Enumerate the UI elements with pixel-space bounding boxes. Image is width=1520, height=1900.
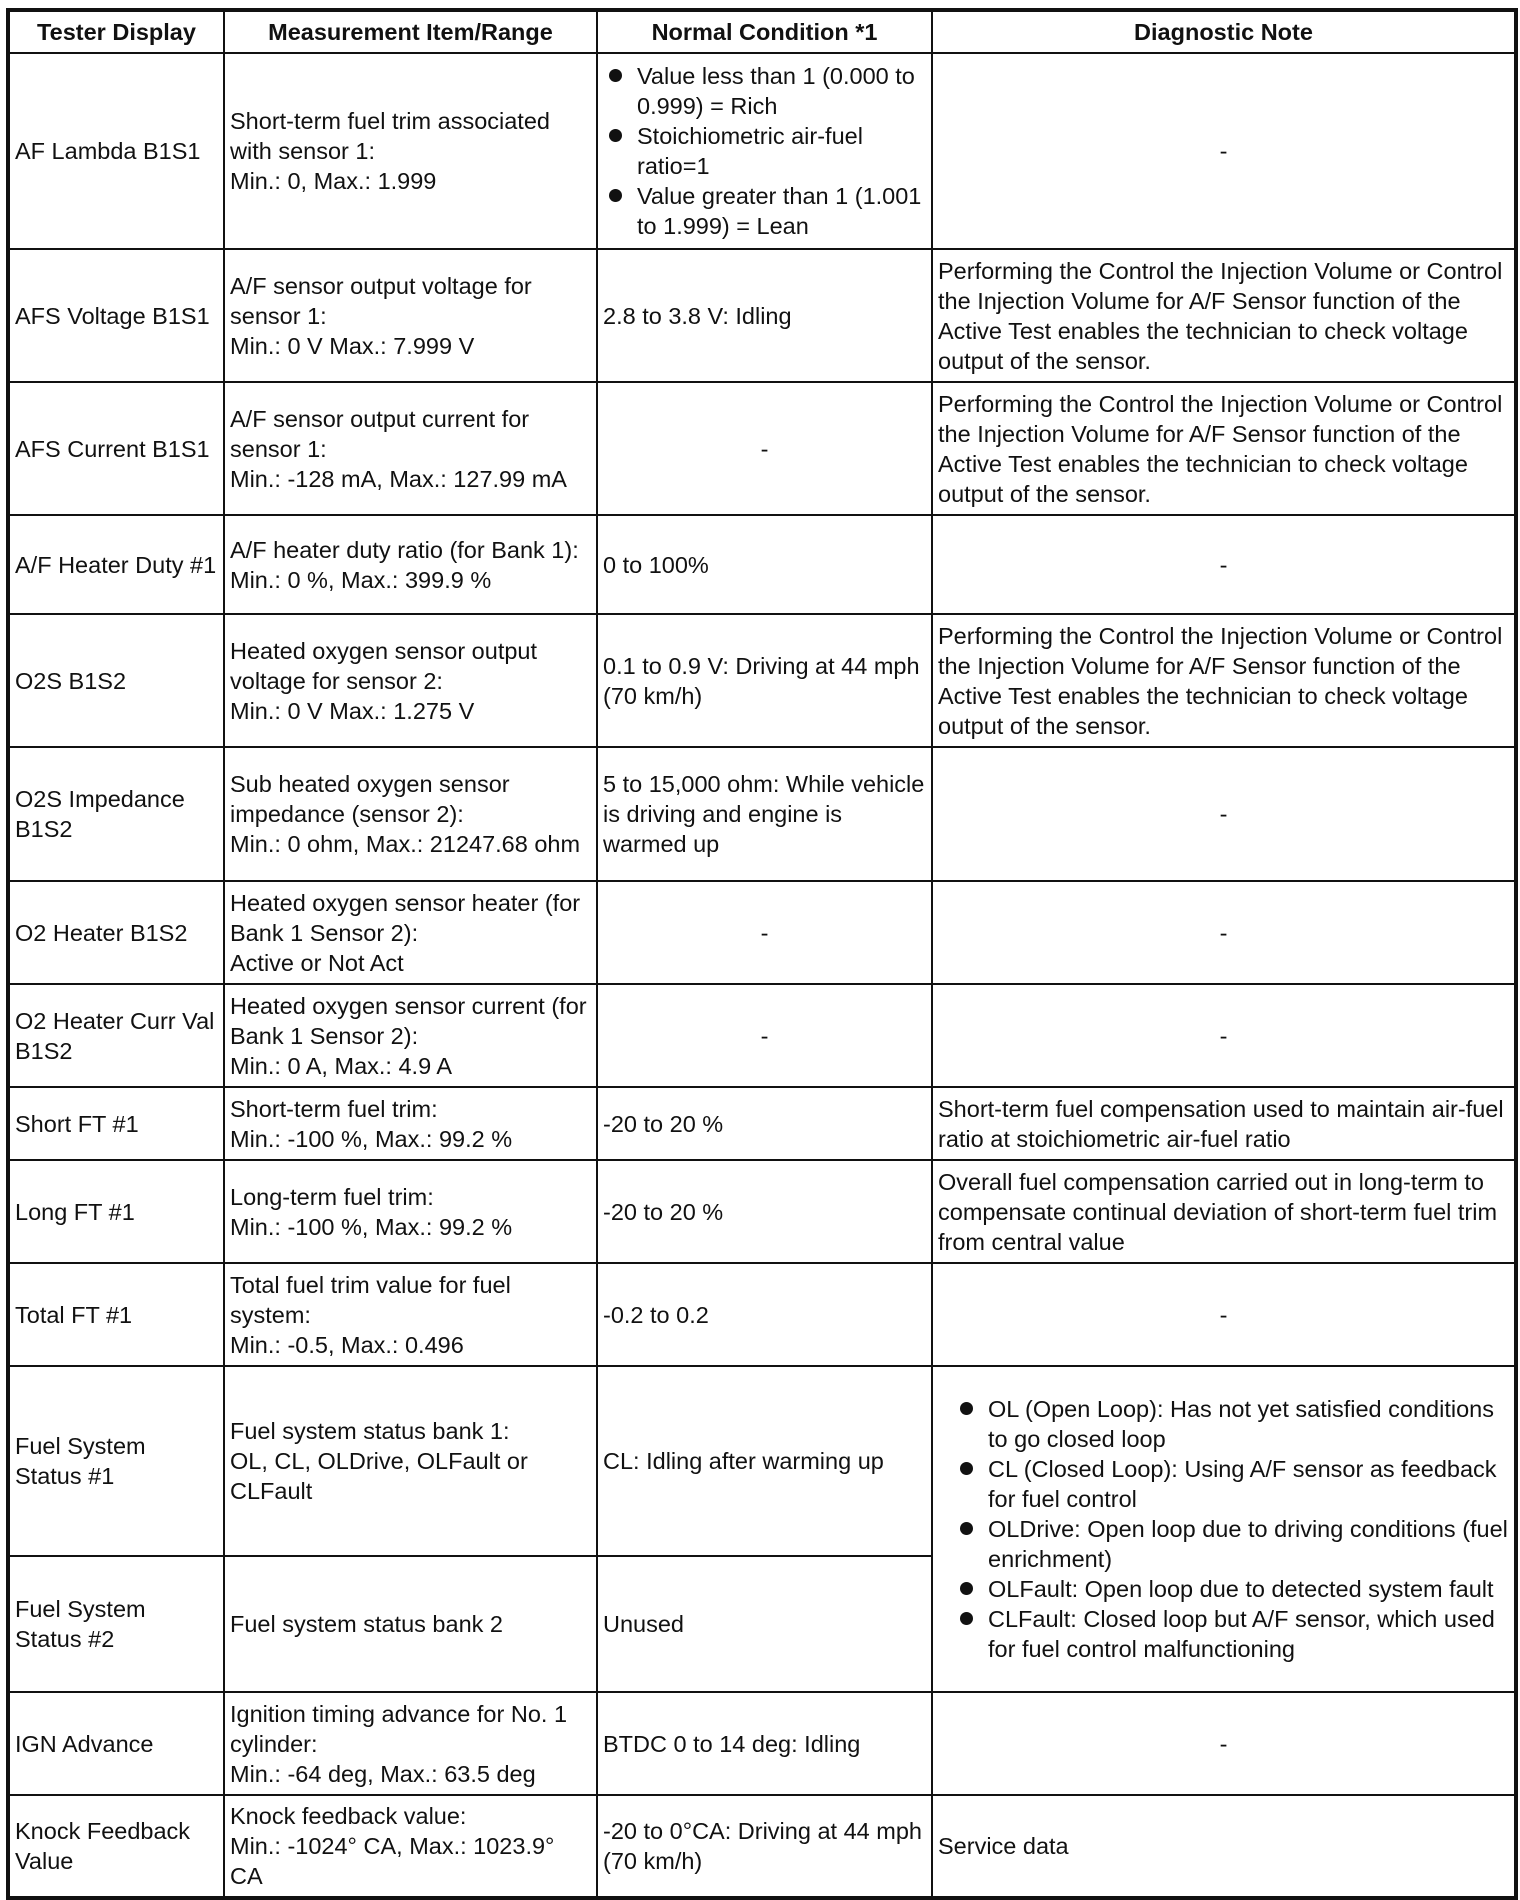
normal-condition-cell: -0.2 to 0.2 xyxy=(597,1263,932,1366)
tester-display-cell: Short FT #1 xyxy=(8,1087,224,1160)
table-row xyxy=(8,515,1516,614)
list-item: Value less than 1 (0.000 to 0.999) = Rich xyxy=(603,61,926,121)
header-diagnostic-note: Diagnostic Note xyxy=(932,10,1516,53)
table-row xyxy=(8,53,1516,249)
tester-display-cell: Fuel System Status #1 xyxy=(8,1366,224,1556)
normal-condition-cell: BTDC 0 to 14 deg: Idling xyxy=(597,1692,932,1795)
measurement-cell: Heated oxygen sensor output voltage for sensor 2: Min.: 0 V Max.: 1.275 V xyxy=(224,614,597,747)
tester-display-cell: O2 Heater Curr Val B1S2 xyxy=(8,984,224,1087)
measurement-cell: A/F sensor output voltage for sensor 1: Min.: 0 V Max.: 7.999 V xyxy=(224,249,597,382)
tester-display-cell: Fuel System Status #2 xyxy=(8,1556,224,1692)
tester-display-cell: AFS Current B1S1 xyxy=(8,382,224,515)
diagnostic-note-cell: Performing the Control the Injection Volume or Control the Injection Volume for A/F Sensor function of the Active Test enables the technician to check voltage output of the sensor. xyxy=(932,382,1516,515)
diagnostic-note-cell: - xyxy=(932,1692,1516,1795)
measurement-cell: Short-term fuel trim: Min.: -100 %, Max.: 99.2 % xyxy=(224,1087,597,1160)
tester-display-cell: O2 Heater B1S2 xyxy=(8,881,224,984)
diagnostic-note-cell: - xyxy=(932,53,1516,249)
list-item: OL (Open Loop): Has not yet satisfied conditions to go closed loop xyxy=(954,1394,1509,1454)
table-row xyxy=(8,1692,1516,1795)
list-item: CL (Closed Loop): Using A/F sensor as feedback for fuel control xyxy=(954,1454,1509,1514)
normal-condition-cell: Unused xyxy=(597,1556,932,1692)
table-row xyxy=(8,1366,1516,1556)
tester-display-cell: AFS Voltage B1S1 xyxy=(8,249,224,382)
measurement-cell: A/F heater duty ratio (for Bank 1): Min.: 0 %, Max.: 399.9 % xyxy=(224,515,597,614)
table-row xyxy=(8,881,1516,984)
tester-display-cell: AF Lambda B1S1 xyxy=(8,53,224,249)
normal-condition-cell: 0 to 100% xyxy=(597,515,932,614)
list-item: OLDrive: Open loop due to driving conditions (fuel enrichment) xyxy=(954,1514,1509,1574)
normal-condition-cell: 5 to 15,000 ohm: While vehicle is driving and engine is warmed up xyxy=(597,747,932,881)
tester-display-cell: Long FT #1 xyxy=(8,1160,224,1263)
measurement-cell: Long-term fuel trim: Min.: -100 %, Max.: 99.2 % xyxy=(224,1160,597,1263)
header-normal-condition: Normal Condition *1 xyxy=(597,10,932,53)
diagnostic-note-cell: - xyxy=(932,984,1516,1087)
normal-condition-cell: - xyxy=(597,984,932,1087)
normal-condition-cell: - xyxy=(597,881,932,984)
diagnostic-note-cell xyxy=(932,1366,1516,1692)
tester-display-cell: A/F Heater Duty #1 xyxy=(8,515,224,614)
header-row xyxy=(8,10,1516,53)
tester-display-cell: O2S Impedance B1S2 xyxy=(8,747,224,881)
measurement-cell: Short-term fuel trim associated with sensor 1: Min.: 0, Max.: 1.999 xyxy=(224,53,597,249)
table-row xyxy=(8,1795,1516,1898)
table-row xyxy=(8,249,1516,382)
measurement-cell: Heated oxygen sensor current (for Bank 1 Sensor 2): Min.: 0 A, Max.: 4.9 A xyxy=(224,984,597,1087)
measurement-cell: Heated oxygen sensor heater (for Bank 1 Sensor 2): Active or Not Act xyxy=(224,881,597,984)
measurement-cell: Fuel system status bank 2 xyxy=(224,1556,597,1692)
diagnostic-note-cell: Service data xyxy=(932,1795,1516,1898)
table-row xyxy=(8,984,1516,1087)
table-row xyxy=(8,1263,1516,1366)
tester-display-cell: IGN Advance xyxy=(8,1692,224,1795)
diagnostic-note-cell: - xyxy=(932,747,1516,881)
measurement-cell: Knock feedback value: Min.: -1024° CA, Max.: 1023.9° CA xyxy=(224,1795,597,1898)
table-row xyxy=(8,382,1516,515)
normal-condition-cell: -20 to 20 % xyxy=(597,1087,932,1160)
normal-condition-cell: -20 to 0°CA: Driving at 44 mph (70 km/h) xyxy=(597,1795,932,1898)
table-row xyxy=(8,1087,1516,1160)
diagnostic-note-cell: - xyxy=(932,881,1516,984)
header-tester-display: Tester Display xyxy=(8,10,224,53)
list-item: OLFault: Open loop due to detected system fault xyxy=(954,1574,1509,1604)
table-row xyxy=(8,1160,1516,1263)
normal-condition-cell: - xyxy=(597,382,932,515)
list-item: Value greater than 1 (1.001 to 1.999) = Lean xyxy=(603,181,926,241)
diagnostic-note-cell: Short-term fuel compensation used to maintain air-fuel ratio at stoichiometric air-fuel ratio xyxy=(932,1087,1516,1160)
table-row xyxy=(8,747,1516,881)
diagnostic-note-cell: Overall fuel compensation carried out in long-term to compensate continual deviation of short-term fuel trim from central value xyxy=(932,1160,1516,1263)
table-row xyxy=(8,614,1516,747)
tester-data-table xyxy=(6,8,1518,1900)
tester-display-cell: O2S B1S2 xyxy=(8,614,224,747)
diagnostic-note-cell: Performing the Control the Injection Volume or Control the Injection Volume for A/F Sensor function of the Active Test enables the technician to check voltage output of the sensor. xyxy=(932,614,1516,747)
measurement-cell: A/F sensor output current for sensor 1: Min.: -128 mA, Max.: 127.99 mA xyxy=(224,382,597,515)
diagnostic-note-cell: Performing the Control the Injection Volume or Control the Injection Volume for A/F Sensor function of the Active Test enables the technician to check voltage output of the sensor. xyxy=(932,249,1516,382)
measurement-cell: Total fuel trim value for fuel system: Min.: -0.5, Max.: 0.496 xyxy=(224,1263,597,1366)
measurement-cell: Fuel system status bank 1: OL, CL, OLDrive, OLFault or CLFault xyxy=(224,1366,597,1556)
header-measurement: Measurement Item/Range xyxy=(224,10,597,53)
tester-display-cell: Knock Feedback Value xyxy=(8,1795,224,1898)
normal-condition-cell: CL: Idling after warming up xyxy=(597,1366,932,1556)
normal-condition-cell: 0.1 to 0.9 V: Driving at 44 mph (70 km/h) xyxy=(597,614,932,747)
diagnostic-note-cell: - xyxy=(932,1263,1516,1366)
normal-condition-cell: -20 to 20 % xyxy=(597,1160,932,1263)
list-item: CLFault: Closed loop but A/F sensor, which used for fuel control malfunctioning xyxy=(954,1604,1509,1664)
tester-display-cell: Total FT #1 xyxy=(8,1263,224,1366)
list-item: Stoichiometric air-fuel ratio=1 xyxy=(603,121,926,181)
measurement-cell: Sub heated oxygen sensor impedance (sensor 2): Min.: 0 ohm, Max.: 21247.68 ohm xyxy=(224,747,597,881)
measurement-cell: Ignition timing advance for No. 1 cylinder: Min.: -64 deg, Max.: 63.5 deg xyxy=(224,1692,597,1795)
normal-condition-cell: 2.8 to 3.8 V: Idling xyxy=(597,249,932,382)
diagnostic-note-cell: - xyxy=(932,515,1516,614)
normal-condition-cell xyxy=(597,53,932,249)
